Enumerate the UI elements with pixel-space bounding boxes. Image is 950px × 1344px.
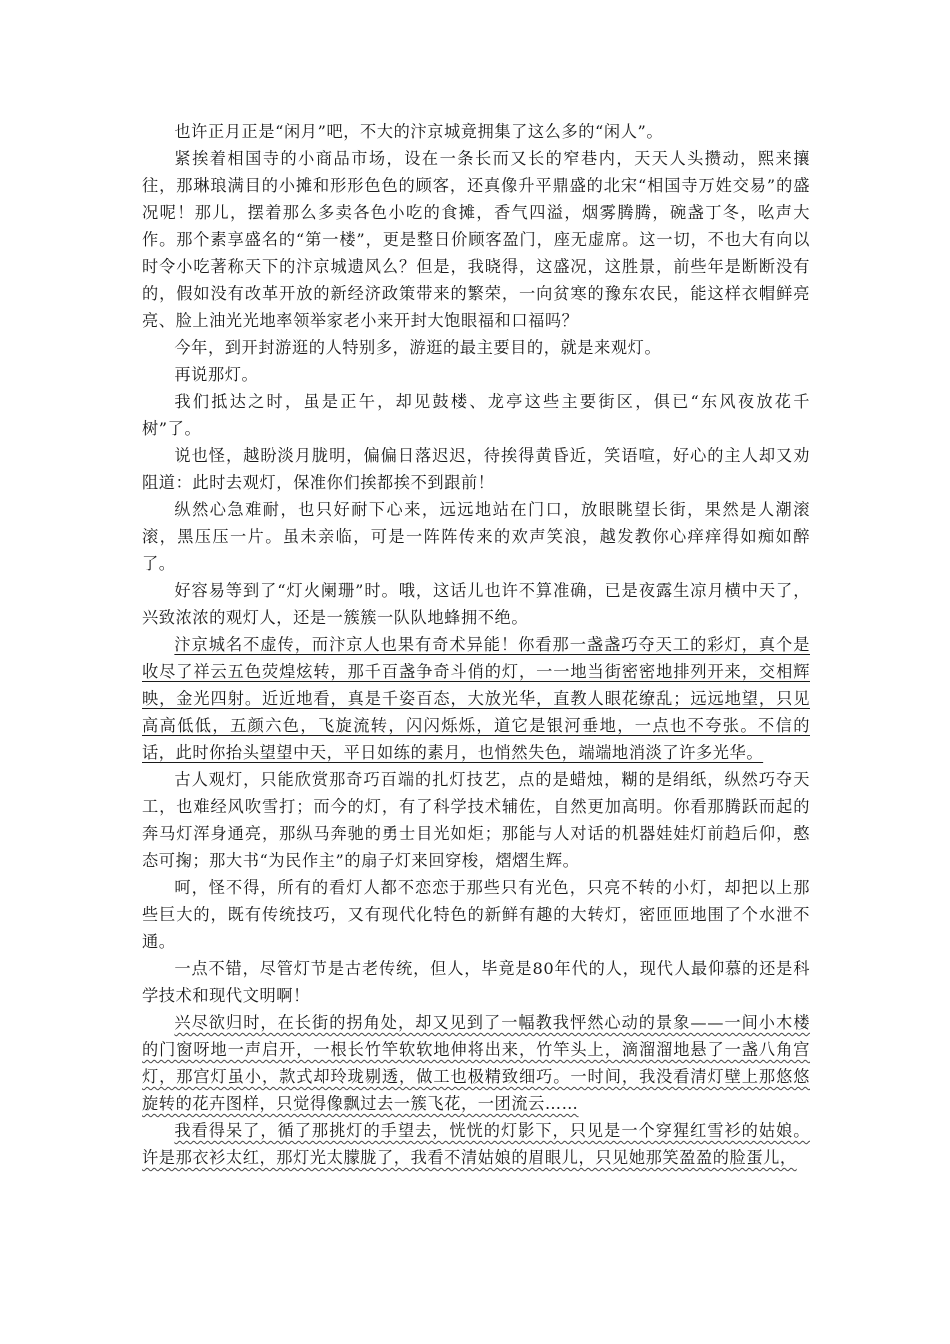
paragraph: 再说那灯。 [174, 365, 259, 384]
paragraph: 古人观灯，只能欣赏那奇巧百端的扎灯技艺，点的是蜡烛，糊的是绢纸，纵然巧夺天工，也难经风吹雪打；而今的灯，有了科学技术辅佐，自然更加高明。你看那腾跃而起的奔马灯浑身通亮，那纵马奔驰的勇士目光如炬；那能与人对话的机器娃娃灯前趋后仰，憨态可掬；那大书“为民作主”的扇子灯来回穿梭，熠熠生辉。 [142, 770, 810, 870]
paragraph: 一点不错，尽管灯节是古老传统，但人，毕竟是80年代的人，现代人最仰慕的还是科学技术和现代文明啊！ [142, 959, 810, 1005]
paragraph: 呵，怪不得，所有的看灯人都不恋恋于那些只有光色，只亮不转的小灯，却把以上那些巨大的，既有传统技巧，又有现代化特色的新鲜有趣的大转灯，密匝匝地围了个水泄不通。 [142, 878, 810, 951]
paragraph: 纵然心急难耐，也只好耐下心来，远远地站在门口，放眼眺望长街，果然是人潮滚滚，黑压压一片。虽未亲临，可是一阵阵传来的欢声笑浪，越发教你心痒痒得如痴如醉了。 [142, 500, 810, 573]
paragraph: 说也怪，越盼淡月胧明，偏偏日落迟迟，待挨得黄昏近，笑语喧，好心的主人却又劝阻道：此时去观灯，保准你们挨都挨不到跟前！ [142, 446, 810, 492]
wavy-underlined-paragraph [142, 1009, 810, 1117]
paragraph: 紧挨着相国寺的小商品市场，设在一条长而又长的窄巷内，天天人头攒动，熙来攘往，那琳琅满目的小摊和形形色色的顾客，还真像升平鼎盛的北宋“相国寺万姓交易”的盛况呢！那儿，摆着那么多卖各色小吃的食摊，香气四溢，烟雾腾腾，碗盏丁冬，吆声大作。那个素享盛名的“第一楼”，更是整日价顾客盈门，座无虚席。这一切，不也大有向以时令小吃著称天下的汴京城遗风么？但是，我晓得，这盛况，这胜景，前些年是断断没有的，假如没有改革开放的新经济政策带来的繁荣，一向贫寒的豫东农民，能这样衣帽鲜亮亮、脸上油光光地率领举家老小来开封大饱眼福和口福吗？ [142, 149, 810, 330]
wavy-underlined-text: 我看得呆了，循了那挑灯的手望去，恍恍的灯影下，只见是一个穿猩红雪衫的姑娘。许是那衣衫太红，那灯光太朦胧了，我看不清姑娘的眉眼儿，只见她那笑盈盈的脸蛋儿， [142, 1121, 810, 1167]
underlined-paragraph [142, 631, 810, 766]
paragraph: 今年，到开封游逛的人特别多，游逛的最主要目的，就是来观灯。 [174, 338, 662, 357]
paragraph: 我们抵达之时，虽是正午，却见鼓楼、龙亭这些主要街区，俱已“东风夜放花千树”了。 [142, 392, 810, 438]
underlined-text: 汴京城名不虚传，而汴京人也果有奇术异能！你看那一盏盏巧夺天工的彩灯，真个是收尽了祥云五色荧煌炫转，那千百盏争奇斗俏的灯，一一地当街密密地排列开来，交相辉映，金光四射。近近地看，真是千姿百态，大放光华，直教人眼花缭乱；远远地望，只见高高低低，五颜六色，飞旋流转，闪闪烁烁，道它是银河垂地，一点也不夸张。不信的话，此时你抬头望望中天，平日如练的素月，也悄然失色，端端地消淡了许多光华。 [142, 635, 810, 762]
paragraph: 好容易等到了“灯火阑珊”时。哦，这话儿也许不算准确，已是夜露生凉月横中天了，兴致浓浓的观灯人，还是一簇簇一队队地蜂拥不绝。 [142, 581, 810, 627]
wavy-underlined-paragraph [142, 1117, 810, 1171]
paragraph: 也许正月正是“闲月”吧，不大的汴京城竟拥集了这么多的“闲人”。 [174, 122, 664, 141]
wavy-underlined-text: 兴尽欲归时，在长街的拐角处，却又见到了一幅教我怦然心动的景象——一间小木楼的门窗呀地一声启开，一根长竹竿软软地伸将出来，竹竿头上，滴溜溜地悬了一盏八角宫灯，那宫灯虽小，款式却玲珑剔透，做工也极精致细巧。一时间，我没看清灯壁上那悠悠旋转的花卉图样，只觉得像飘过去一簇飞花，一团流云…… [142, 1013, 810, 1113]
document-body [142, 118, 810, 1171]
